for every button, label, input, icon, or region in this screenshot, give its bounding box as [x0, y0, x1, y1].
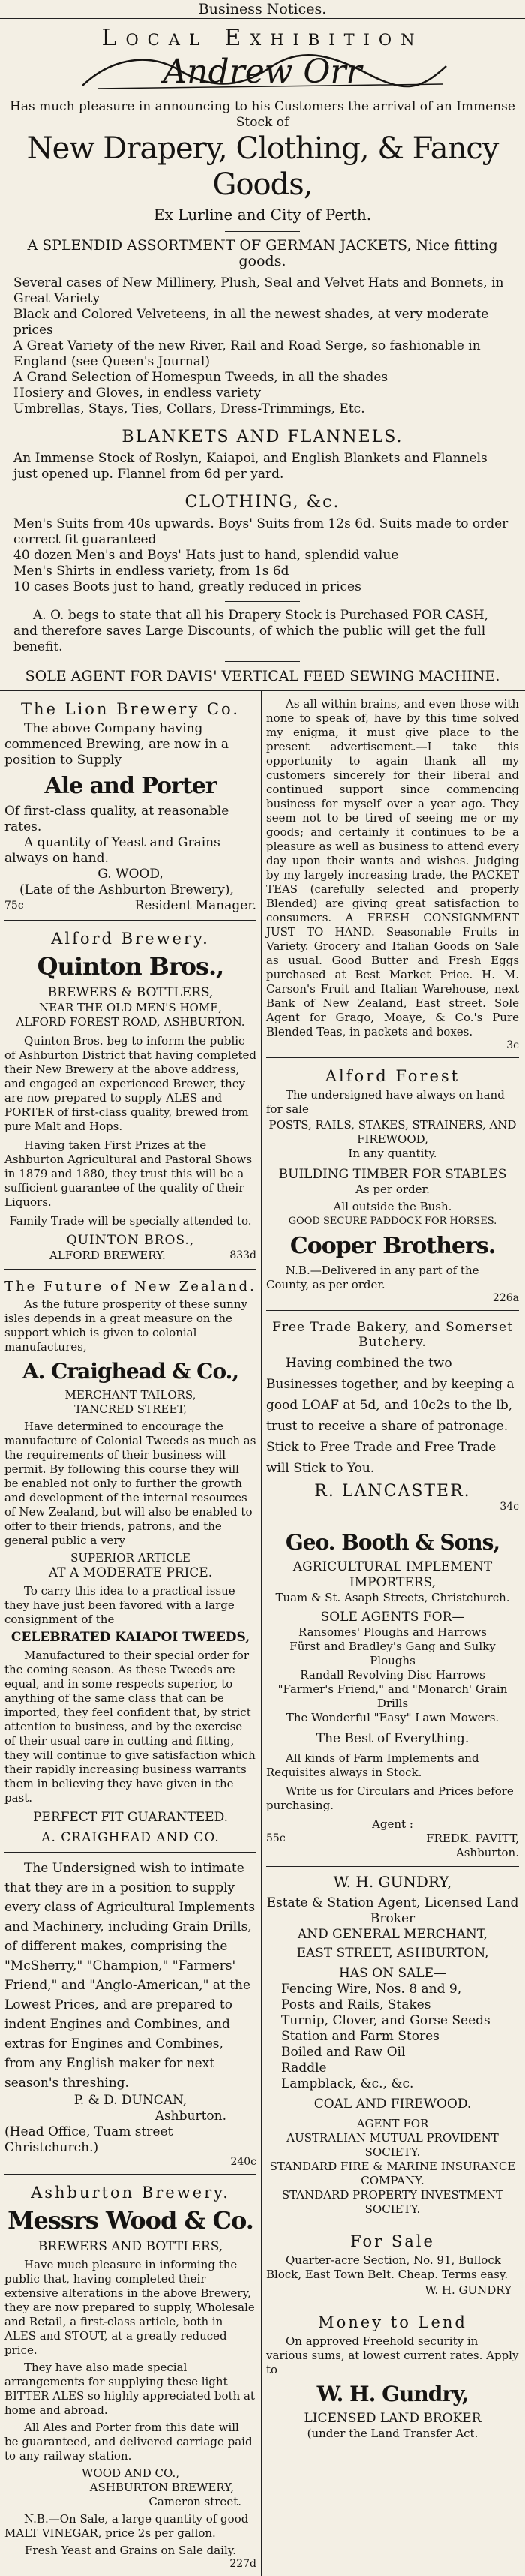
gundry-agency: AUSTRALIAN MUTUAL PROVIDENT SOCIETY. — [286, 2131, 499, 2159]
craighead-price: AT A MODERATE PRICE. — [48, 1565, 213, 1580]
orr-clothing-head: CLOTHING, &c. — [184, 493, 340, 512]
orr-ex: Ex Lurline and City of Perth. — [153, 206, 372, 224]
orr-blankets: An Immense Stock of Roslyn, Kaiapoi, and English Blankets and Flannels just opened up. Flannel from 6d per yard. — [14, 451, 488, 482]
carson-ref: 3c — [506, 1039, 519, 1051]
right-column — [262, 691, 524, 2576]
lancaster-title: Free Trade Bakery, and Somerset Butchery. — [272, 1320, 513, 1350]
booth-kinds: All kinds of Farm Implements and Requisites always in Stock. — [266, 1751, 479, 1779]
gundry-agency: STANDARD PROPERTY INVESTMENT SOCIETY. — [281, 2188, 504, 2216]
booth-agent-place: Ashburton. — [455, 1846, 519, 1859]
forsale-body: Quarter-acre Section, No. 91, Bullock Block, East Town Belt. Cheap. Terms easy. — [266, 2253, 508, 2281]
wood-firm: Messrs Wood & Co. — [8, 2206, 254, 2235]
duncan-sign: P. & D. DUNCAN, — [74, 2093, 188, 2108]
craighead-trade: MERCHANT TAILORS, — [64, 1388, 196, 1402]
quinton-firm: Quinton Bros., — [37, 952, 224, 981]
quinton-prizes: Having taken First Prizes at the Ashburton Agricultural and Pastoral Shows in 1879 and 1880, they trust this will be a sufficient guarantee of the quality of their Liquors. — [4, 1138, 253, 1209]
booth-trade: AGRICULTURAL IMPLEMENT IMPORTERS, — [292, 1559, 493, 1590]
gundry-sale-item: Lampblack, &c., &c. — [281, 2076, 414, 2091]
orr-jackets: A SPLENDID ASSORTMENT OF GERMAN JACKETS, Nice fitting goods. — [27, 237, 498, 269]
carson-advert — [266, 691, 519, 1058]
forsale-advert — [266, 2223, 519, 2304]
gundry-agent-for: AGENT FOR — [356, 2117, 429, 2130]
carson-body: As all within brains, and even those with none to speak of, have by this time solved my enigma, it must give place to the present advertisement.—I take this opportunity to again thank all my customers sincerely for their liberal and continued support since commencing business for myself over a year ago. They seem not to be tired of seeing me or my goods; and certainly it continues to be a pleasure as well as business to attend every day upon their wants and wishes. Judging by my largely increasing trade, the PACKET TEAS (carefully selected and properly Blended) are giving great satisfaction to consumers. A FRESH CONSIGNMENT JUST TO HAND. Seasonable Fruits in Variety. Grocery and Italian Goods on Sale as usual. Good Butter and Fresh Eggs purchased at Best Market Price. H. M. Carson's Fruit and Italian Warehouse, next Bank of New Zealand, East street. Sole Agent for Grago, Moaye, & Co.'s Pure Blended Teas, in packets and boxes. — [266, 697, 519, 1039]
cooper-qty: In any quantity. — [348, 1147, 437, 1160]
craighead-sign: A. CRAIGHEAD AND CO. — [41, 1830, 220, 1845]
money-body: On approved Freehold security in various sums, at lowest current rates. Apply to — [266, 2334, 519, 2376]
gundry-addr: EAST STREET, ASHBURTON, — [296, 1946, 489, 1961]
header-rule — [0, 18, 525, 20]
wood-body3: All Ales and Porter from this date will be guaranteed, and delivered carriage paid to any railway station. — [4, 2421, 253, 2463]
quinton-sign: QUINTON BROS., — [66, 1233, 195, 1248]
gundry-advert — [266, 1867, 519, 2223]
duncan-ref: 240c — [230, 2156, 256, 2168]
orr-intro: Has much pleasure in announcing to his Customers the arrival of an Immense Stock of — [10, 99, 515, 130]
orr-item: Umbrellas, Stays, Ties, Collars, Dress-Trimmings, Etc. — [14, 401, 365, 416]
cooper-timber: BUILDING TIMBER FOR STABLES — [278, 1167, 507, 1182]
booth-agent-item: Randall Revolving Disc Harrows — [300, 1668, 485, 1682]
orr-blankets-head: BLANKETS AND FLANNELS. — [122, 428, 404, 446]
duncan-place: Ashburton. — [154, 2109, 226, 2124]
quinton-sign2: ALFORD BREWERY. — [50, 1249, 166, 1262]
quinton-addr1: NEAR THE OLD MEN'S HOME, — [39, 1001, 222, 1014]
two-column-area — [0, 690, 525, 2576]
booth-agent-item: Ransomes' Ploughs and Harrows — [298, 1625, 487, 1639]
gundry-name: W. H. GUNDRY, — [333, 1873, 452, 1891]
quinton-ref: 833d — [230, 1249, 256, 1261]
gundry-coal: COAL AND FIREWOOD. — [314, 2097, 472, 2112]
craighead-body: Have determined to encourage the manufacture of Colonial Tweeds as much as the requirements of their business will permit. By following this course they will be enabled not only to further the growth and development of the internal resources of New Zealand, but will also be enabled to offer to their friends, patrons, and the general public a very — [4, 1420, 256, 1547]
lion-title: The Lion Brewery Co. — [20, 700, 241, 718]
wood-sign: WOOD AND CO., — [82, 2466, 179, 2480]
booth-best: The Best of Everything. — [316, 1731, 470, 1746]
wood-body2: They have also made special arrangements for supplying these light BITTER ALES so highly appreciated both at home and abroad. — [4, 2361, 255, 2417]
lion-product: Ale and Porter — [44, 773, 217, 799]
orr-title: Local Exhibition — [101, 25, 424, 51]
orr-advert — [0, 25, 525, 684]
quinton-trade: BREWERS & BOTTLERS, — [47, 985, 214, 1000]
craighead-addr: TANCRED STREET, — [74, 1402, 187, 1416]
cooper-firm: Cooper Brothers. — [290, 1233, 496, 1259]
money-note: (under the Land Transfer Act. — [307, 2427, 478, 2440]
quinton-title: Alford Brewery. — [51, 930, 210, 948]
lion-ref: 75c — [4, 900, 24, 912]
money-role: LICENSED LAND BROKER — [304, 2411, 482, 2426]
section-header: Business Notices. — [198, 1, 327, 17]
booth-firm: Geo. Booth & Sons, — [285, 1530, 500, 1555]
craighead-fit: PERFECT FIT GUARANTEED. — [32, 1810, 229, 1825]
wood-title: Ashburton Brewery. — [31, 2184, 230, 2202]
cooper-nb: N.B.—Delivered in any part of the County, as per order. — [266, 1264, 479, 1291]
lion-stock: A quantity of Yeast and Grains always on hand. — [4, 835, 220, 866]
cooper-order: As per order. — [356, 1183, 430, 1196]
gundry-sale-item: Turnip, Clover, and Gorse Seeds — [281, 2013, 490, 2028]
lancaster-advert — [266, 1311, 519, 1519]
booth-write: Write us for Circulars and Prices before purchasing. — [266, 1784, 514, 1812]
booth-addr: Tuam & St. Asaph Streets, Christchurch. — [275, 1591, 510, 1604]
craighead-firm: A. Craighead & Co., — [22, 1359, 239, 1384]
cooper-posts: POSTS, RAILS, STAKES, STRAINERS, AND FIREWOOD, — [268, 1118, 517, 1146]
lancaster-body: Having combined the two Businesses together, and by keeping a good LOAF at 5d, and 10c2s to the lb, trust to receive a share of patronage. Stick to Free Trade and Free Trade will Stick to You. — [266, 1356, 514, 1476]
lancaster-ref: 34c — [500, 1501, 519, 1513]
gundry-sale-head: HAS ON SALE— — [339, 1966, 446, 1981]
orr-item: Several cases of New Millinery, Plush, Seal and Velvet Hats and Bonnets, in Great Variety — [14, 275, 504, 306]
wood-sign2: ASHBURTON BREWERY, — [89, 2481, 234, 2494]
duncan-body: The Undersigned wish to intimate that they are in a position to supply every class of Agricultural Implements and Machinery, including Grain Drills, of different makes, comprising the "McSherry," "Champion," "Farmers' Friend," and "Anglo-American," at the Lowest Prices, and are prepared to indent Engines and Combines, and extras for Engines and Combines, from any English maker for next season's threshing. — [4, 1861, 256, 2091]
craighead-advert — [4, 1270, 256, 1853]
booth-agents-head: SOLE AGENTS FOR— — [320, 1610, 465, 1625]
craighead-body3: Manufactured to their special order for the coming season. As these Tweeds are equal, and in some respects superior, to anything of the same class that can be imported, they feel confident that, by strict attention to business, and by the exercise of their usual care in cutting and fitting, they will continue to give satisfaction which their rapidly increasing business warrants them in believing they have given in the past. — [4, 1649, 256, 1805]
orr-signature-text: Andrew Orr — [163, 53, 362, 91]
cooper-body: The undersigned have always on hand for sale — [266, 1088, 505, 1116]
craighead-body2: To carry this idea to a practical issue they have just been favored with a large consignment of the — [4, 1584, 236, 1626]
lion-role: Resident Manager. — [134, 898, 256, 913]
orr-headline: New Drapery, Clothing, & Fancy Goods, — [26, 131, 499, 202]
forsale-title: For Sale — [350, 2232, 435, 2250]
cooper-bush: All outside the Bush. — [333, 1200, 452, 1213]
craighead-celebrated: CELEBRATED KAIAPOI TWEEDS, — [10, 1630, 250, 1645]
cooper-ref: 226a — [492, 1292, 519, 1304]
gundry-sale-item: Boiled and Raw Oil — [281, 2045, 406, 2060]
booth-advert — [266, 1519, 519, 1867]
quinton-body: Quinton Bros. beg to inform the public of Ashburton District that having completed their New Brewery at the above address, and engaged an experienced Brewer, they are now prepared to supply ALES and PORTER of first-class quality, brewed from pure Malt and Hops. — [4, 1034, 256, 1133]
wood-trade: BREWERS AND BOTTLERS, — [38, 2239, 224, 2254]
gundry-role2: AND GENERAL MERCHANT, — [297, 1927, 488, 1942]
booth-agent-item: Fürst and Bradley's Gang and Sulky Ploughs — [290, 1640, 496, 1667]
wood-sign3: Cameron street. — [148, 2495, 242, 2508]
booth-agent-label: Agent : — [372, 1817, 413, 1831]
lion-sign: G. WOOD, — [98, 867, 164, 882]
cooper-advert — [266, 1058, 519, 1311]
forsale-sign: W. H. GUNDRY — [424, 2283, 512, 2297]
cooper-paddock: GOOD SECURE PADDOCK FOR HORSES. — [288, 1216, 497, 1227]
gundry-sale-item: Raddle — [281, 2060, 327, 2076]
orr-clothing-item: Men's Shirts in endless variety, from 1s 6d — [14, 564, 290, 579]
booth-agent-name: FREDK. PAVITT, — [426, 1832, 519, 1845]
cooper-title: Alford Forest — [325, 1067, 460, 1085]
craighead-superior: SUPERIOR ARTICLE — [70, 1551, 190, 1565]
quinton-addr2: ALFORD FOREST ROAD, ASHBURTON. — [16, 1015, 245, 1029]
lion-body: The above Company having commenced Brewing, are now in a position to Supply — [4, 721, 229, 768]
gundry-role: Estate & Station Agent, Licensed Land Broker — [266, 1895, 519, 1926]
orr-item: Hosiery and Gloves, in endless variety — [14, 386, 262, 401]
craighead-title: The Future of New Zealand. — [4, 1279, 256, 1294]
money-title: Money to Lend — [318, 2313, 467, 2331]
orr-agent: SOLE AGENT FOR DAVIS' VERTICAL FEED SEWING MACHINE. — [25, 668, 500, 684]
quinton-advert — [4, 921, 256, 1270]
booth-agent-item: "Farmer's Friend," and "Monarch' Grain Drills — [278, 1682, 508, 1710]
duncan-office: (Head Office, Tuam street Christchurch.) — [4, 2124, 173, 2155]
wood-ref: 227d — [230, 2558, 256, 2570]
gundry-sale-item: Fencing Wire, Nos. 8 and 9, — [281, 1982, 462, 1997]
orr-signature — [68, 51, 458, 99]
orr-item: Black and Colored Velveteens, in all the newest shades, at very moderate prices — [14, 307, 489, 338]
money-advert — [266, 2304, 519, 2447]
lion-advert — [4, 691, 256, 921]
orr-clothing-item: Men's Suits from 40s upwards. Boys' Suits from 12s 6d. Suits made to order correct fit guaranteed — [14, 516, 508, 547]
gundry-agency: STANDARD FIRE & MARINE INSURANCE COMPANY. — [269, 2160, 516, 2187]
booth-agent-item: The Wonderful "Easy" Lawn Mowers. — [286, 1711, 500, 1724]
orr-item: A Great Variety of the new River, Rail and Road Serge, so fashionable in England (see Queen's Journal) — [14, 338, 481, 369]
orr-item: A Grand Selection of Homespun Tweeds, in all the shades — [14, 370, 388, 385]
booth-ref: 55c — [266, 1832, 286, 1844]
wood-yeast: Fresh Yeast and Grains on Sale daily. — [25, 2544, 236, 2557]
orr-clothing-item: 40 dozen Men's and Boys' Hats just to hand, splendid value — [14, 548, 399, 563]
left-column — [0, 691, 262, 2576]
gundry-sale-item: Station and Farm Stores — [281, 2029, 440, 2044]
orr-cash-note: A. O. begs to state that all his Drapery Stock is Purchased FOR CASH, and therefore saves Large Discounts, of which the public will get the full benefit. — [14, 608, 489, 654]
wood-nb: N.B.—On Sale, a large quantity of good MALT VINEGAR, price 2s per gallon. — [4, 2512, 249, 2540]
gundry-sale-item: Posts and Rails, Stakes — [281, 1997, 431, 2012]
orr-clothing-item: 10 cases Boots just to hand, greatly reduced in prices — [14, 579, 362, 594]
wood-advert — [4, 2175, 256, 2576]
quinton-family: Family Trade will be specially attended to. — [9, 1214, 252, 1228]
lancaster-sign: R. LANCASTER. — [314, 1482, 471, 1501]
lion-quality: Of first-class quality, at reasonable rates. — [4, 804, 230, 834]
wood-body: Have much pleasure in informing the public that, having completed their extensive alterations in the above Brewery, they are now prepared to supply, Wholesale and Retail, a first-class article, both in ALES and STOUT, at a greatly reduced price. — [4, 2258, 255, 2357]
craighead-intro: As the future prosperity of these sunny isles depends in a great measure on the support which is given to colonial manufactures, — [4, 1297, 248, 1354]
money-name: W. H. Gundry, — [316, 2382, 469, 2406]
duncan-advert — [4, 1853, 256, 2175]
lion-sign2: (Late of the Ashburton Brewery), — [20, 882, 234, 897]
